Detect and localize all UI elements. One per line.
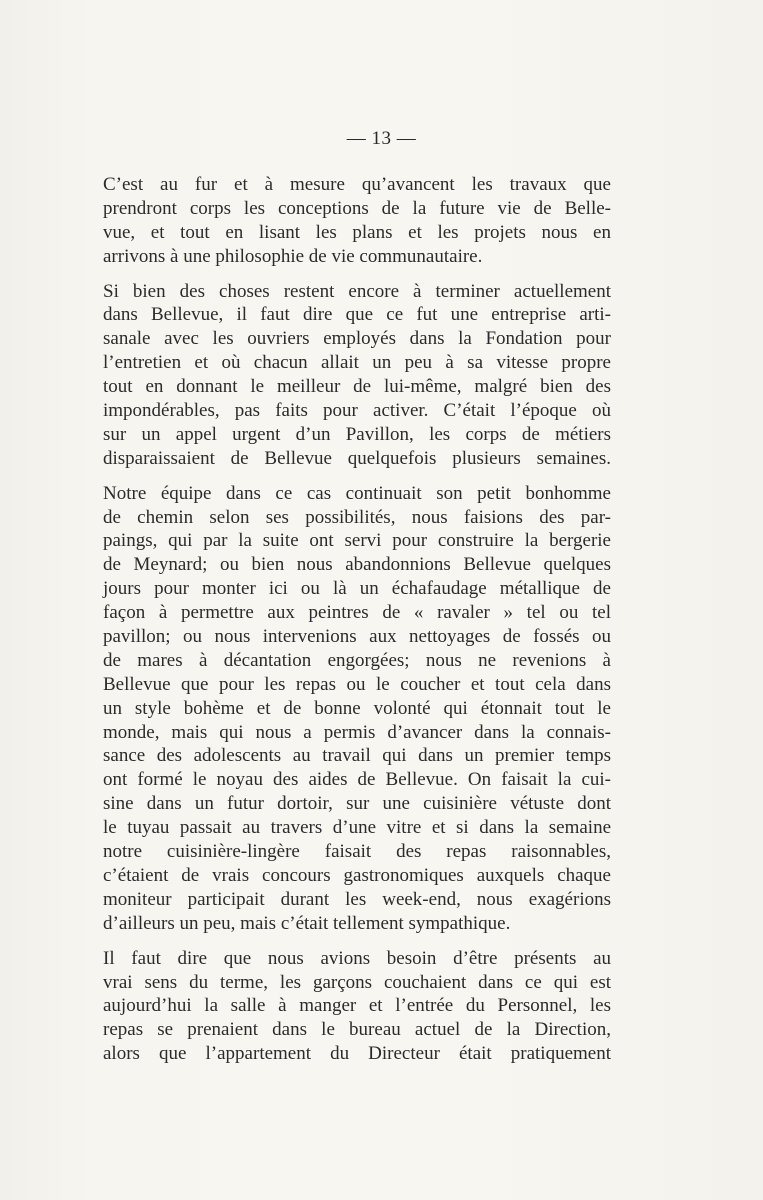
text-line: sine dans un futur dortoir, sur une cuisinière vétuste dont (103, 793, 611, 815)
text-line: aujourd’hui la salle à manger et l’entrée du Personnel, les (103, 995, 611, 1017)
text-line: le tuyau passait au travers d’une vitre et si dans la semaine (103, 817, 611, 839)
body-text (103, 173, 611, 1077)
text-line: de Meynard; ou bien nous abandonnions Bellevue quelques (103, 554, 611, 576)
text-line: de chemin selon ses possibilités, nous faisions des par- (103, 506, 611, 528)
text-line: vue, et tout en lisant les plans et les projets nous en (103, 221, 611, 243)
text-line: impondérables, pas faits pour activer. C’était l’époque où (103, 400, 611, 422)
text-line: façon à permettre aux peintres de « ravaler » tel ou tel (103, 602, 611, 624)
text-line: monde, mais qui nous a permis d’avancer dans la connais- (103, 721, 611, 743)
text-line: un style bohème et de bonne volonté qui étonnait tout le (103, 697, 611, 719)
text-line: prendront corps les conceptions de la future vie de Belle- (103, 197, 611, 219)
text-line: dans Bellevue, il faut dire que ce fut une entreprise arti- (103, 304, 611, 326)
text-line: jours pour monter ici ou là un échafaudage métallique de (103, 578, 611, 600)
page-number: — 13 — (346, 128, 417, 149)
text-line: C’est au fur et à mesure qu’avancent les travaux que (103, 174, 611, 195)
text-line: sance des adolescents au travail qui dans un premier temps (103, 745, 611, 767)
paragraph-1 (103, 173, 611, 269)
text-line: c’étaient de vrais concours gastronomiques auxquels chaque (103, 864, 611, 886)
paragraph-2 (103, 280, 611, 471)
paragraph-3 (103, 482, 611, 936)
text-line: Bellevue que pour les repas ou le coucher et tout cela dans (103, 673, 611, 695)
text-line: de mares à décantation engorgées; nous ne revenions à (103, 649, 611, 671)
text-line: alors que l’appartement du Directeur était pratiquement (103, 1043, 611, 1065)
text-line: ont formé le noyau des aides de Bellevue. On faisait la cui- (103, 769, 611, 791)
text-line: sanale avec les ouvriers employés dans la Fondation pour (103, 328, 611, 350)
text-line: arrivons à une philosophie de vie communautaire. (103, 245, 483, 267)
text-line: vrai sens du terme, les garçons couchaient dans ce qui est (103, 971, 611, 993)
text-line: disparaissaient de Bellevue quelquefois plusieurs semaines. (103, 447, 611, 469)
text-line: repas se prenaient dans le bureau actuel de la Direction, (103, 1019, 611, 1041)
text-line: Notre équipe dans ce cas continuait son petit bonhomme (103, 482, 611, 504)
text-line: pavillon; ou nous intervenions aux nettoyages de fossés ou (103, 626, 611, 648)
text-line: Il faut dire que nous avions besoin d’être présents au (103, 947, 611, 969)
text-line: paings, qui par la suite ont servi pour construire la bergerie (103, 530, 611, 552)
text-line: sur un appel urgent d’un Pavillon, les corps de métiers (103, 423, 611, 445)
text-line: Si bien des choses restent encore à terminer actuellement (103, 280, 611, 302)
text-line: moniteur participait durant les week-end, nous exagérions (103, 888, 611, 910)
text-line: d’ailleurs un peu, mais c’était tellement sympathique. (103, 912, 511, 934)
text-line: notre cuisinière-lingère faisait des repas raisonnables, (103, 841, 611, 863)
paragraph-4 (103, 947, 611, 1066)
text-line: tout en donnant le meilleur de lui-même, malgré bien des (103, 376, 611, 398)
text-line: l’entretien et où chacun allait un peu à sa vitesse propre (103, 352, 611, 374)
